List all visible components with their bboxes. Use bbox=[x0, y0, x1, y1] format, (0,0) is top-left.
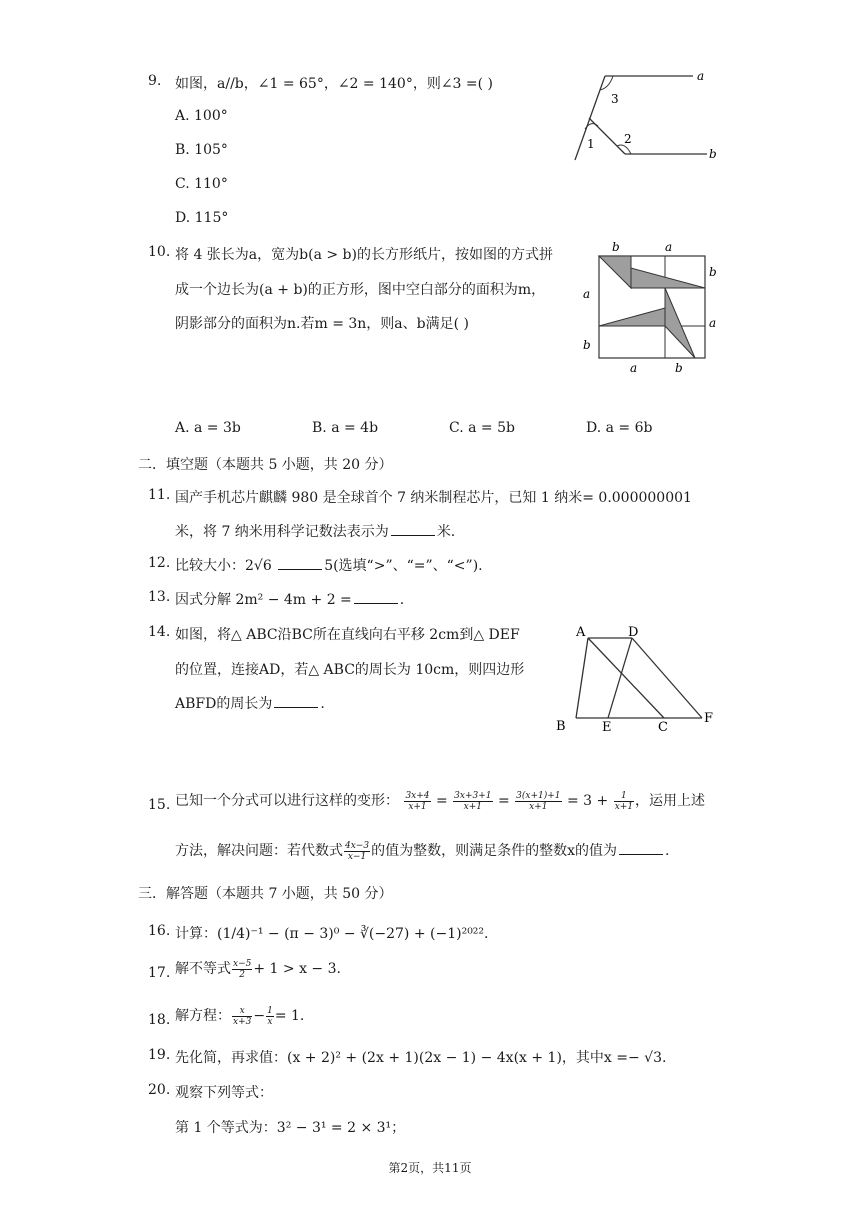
q9-stem: 如图，a//b，∠1 = 65°，∠2 = 140°，则∠3 =( ) bbox=[175, 76, 494, 92]
q14-line3 bbox=[175, 693, 325, 713]
q14-line1: 如图，将△ ABC沿BC所在直线向右平移 2cm到△ DEF bbox=[175, 627, 520, 643]
q13-text-a: 因式分解 2m² − 4m + 2 = bbox=[175, 592, 352, 608]
q17-text-a: 解不等式 bbox=[175, 961, 231, 977]
q15-fraction-1: $\frac{3x+4}{x+1}$ bbox=[405, 790, 430, 812]
q13-number: 13. bbox=[148, 589, 171, 605]
q10-line1: 将 4 张长为a，宽为b(a > b)的长方形纸片，按如图的方式拼 bbox=[175, 247, 553, 263]
q15-line1-text: 已知一个分式可以进行这样的变形： bbox=[175, 793, 399, 809]
q12-blank bbox=[278, 557, 322, 570]
q10-line2: 成一个边长为(a + b)的正方形，图中空白部分的面积为m， bbox=[175, 282, 546, 298]
q10-option-c: C. a = 5b bbox=[449, 420, 515, 436]
q15-line1: 已知一个分式可以进行这样的变形： $\frac{3x+4}{x+1}$ = $\frac{3x+3+1}{x+1}$ = $\frac{3(x+1)+1}{x+1}$ = 3 + $\frac{1}{x+1}$ ，运用上述 bbox=[175, 790, 706, 812]
q10-label-right-b: b bbox=[709, 265, 717, 279]
q14-label-a: A bbox=[576, 625, 586, 640]
q11-blank bbox=[391, 523, 435, 536]
q9-label-1: 1 bbox=[587, 137, 595, 151]
q9-label-a: a bbox=[697, 69, 705, 83]
q11-line2-text: 米，将 7 纳米用科学记数法表示为 bbox=[175, 524, 389, 540]
q9-label-2: 2 bbox=[624, 132, 632, 146]
q14-label-d: D bbox=[628, 625, 639, 640]
q11-line2 bbox=[175, 521, 455, 541]
q15-line2-end: . bbox=[664, 843, 670, 859]
q19-text: 先化简，再求值：(x + 2)² + (2x + 1)(2x − 1) − 4x(x + 1)，其中x =− √3. bbox=[175, 1050, 667, 1066]
q10-number: 10. bbox=[148, 244, 171, 260]
q20-line2: 第 1 个等式为：3² − 3¹ = 2 × 3¹； bbox=[175, 1120, 406, 1136]
q12-text-a: 比较大小：2√6 bbox=[175, 558, 277, 574]
section-2-heading: 二．填空题（本题共 5 小题，共 20 分） bbox=[138, 457, 393, 473]
q14-line3-end: . bbox=[320, 696, 325, 712]
q17-text-b: + 1 > x − 3. bbox=[253, 961, 341, 977]
q18-fraction-1: $\frac{x}{x+3}$ bbox=[233, 1005, 252, 1027]
q9-figure bbox=[565, 62, 725, 170]
q10-option-b: B. a = 4b bbox=[312, 420, 379, 436]
q11-line1: 国产手机芯片麒麟 980 是全球首个 7 纳米制程芯片，已知 1 纳米= 0.000000001 bbox=[175, 490, 692, 506]
q18-text-a: 解方程： bbox=[175, 1008, 231, 1024]
q13-text bbox=[175, 589, 404, 609]
q16-number: 16. bbox=[148, 923, 171, 939]
q12-text bbox=[175, 555, 483, 575]
q18-text-b: = 1. bbox=[274, 1008, 305, 1024]
q15-line2-text-b: 的值为整数，则满足条件的整数x的值为 bbox=[371, 843, 617, 859]
q16-text: 计算：(1/4)⁻¹ − (π − 3)⁰ − ∛(−27) + (−1)²⁰²². bbox=[175, 926, 489, 942]
q14-label-b: B bbox=[556, 719, 566, 734]
q10-label-top-a: a bbox=[665, 240, 673, 254]
q19-number: 19. bbox=[148, 1047, 171, 1063]
q15-line2 bbox=[175, 840, 669, 862]
q17-number: 17. bbox=[148, 965, 171, 981]
q12-number: 12. bbox=[148, 555, 171, 571]
page-footer: 第2页，共11页 bbox=[388, 1161, 472, 1175]
q9-option-b: B. 105° bbox=[175, 142, 228, 158]
q14-number: 14. bbox=[148, 624, 171, 640]
q10-line3: 阴影部分的面积为n.若m = 3n，则a、b满足( ) bbox=[175, 316, 469, 332]
q18-fraction-2: $\frac{1}{x}$ bbox=[267, 1005, 273, 1027]
q18-minus: − bbox=[253, 1008, 266, 1024]
q15-fraction-5: $\frac{4x-3}{x-1}$ bbox=[345, 840, 370, 862]
q10-label-right-a: a bbox=[709, 316, 717, 330]
q14-line3-text: ABFD的周长为 bbox=[175, 696, 273, 712]
section-3-heading: 三．解答题（本题共 7 小题，共 50 分） bbox=[138, 886, 393, 902]
q10-option-d: D. a = 6b bbox=[586, 420, 653, 436]
q20-line1: 观察下列等式： bbox=[175, 1085, 273, 1101]
q14-line2: 的位置，连接AD，若△ ABC的周长为 10cm，则四边形 bbox=[175, 662, 525, 678]
q14-label-f: F bbox=[704, 711, 714, 726]
q15-fraction-3: $\frac{3(x+1)+1}{x+1}$ bbox=[516, 790, 561, 812]
q9-option-c: C. 110° bbox=[175, 176, 228, 192]
q15-fraction-2: $\frac{3x+3+1}{x+1}$ bbox=[454, 790, 492, 812]
q15-line1-end: ，运用上述 bbox=[635, 793, 706, 809]
q17-fraction: $\frac{x-5}{2}$ bbox=[233, 958, 252, 980]
q10-figure bbox=[575, 238, 720, 380]
q14-figure bbox=[548, 620, 728, 738]
q9-label-3: 3 bbox=[611, 92, 619, 106]
q10-option-a: A. a = 3b bbox=[175, 420, 241, 436]
q14-label-e: E bbox=[602, 720, 612, 735]
q9-label-b: b bbox=[709, 147, 717, 161]
q13-blank bbox=[354, 591, 398, 604]
q10-label-bottom-a: a bbox=[630, 361, 638, 375]
q14-blank bbox=[274, 695, 318, 708]
q18-number: 18. bbox=[148, 1012, 171, 1028]
q15-fraction-4: $\frac{1}{x+1}$ bbox=[614, 790, 634, 812]
q10-label-bottom-b: b bbox=[675, 361, 683, 375]
q9-option-d: D. 115° bbox=[175, 210, 229, 226]
q10-label-left-a: a bbox=[583, 287, 591, 301]
q13-text-b: . bbox=[399, 592, 405, 608]
q10-label-top-b: b bbox=[612, 240, 620, 254]
q12-text-b: 5(选填“>”、“=”、“<”). bbox=[324, 558, 483, 574]
q17-text bbox=[175, 958, 341, 980]
q15-mid: = 3 + bbox=[566, 793, 609, 809]
q9-number: 9. bbox=[148, 73, 162, 89]
q11-number: 11. bbox=[148, 487, 171, 503]
q15-line2-text-a: 方法，解决问题：若代数式 bbox=[175, 843, 343, 859]
q10-label-left-b: b bbox=[583, 338, 591, 352]
q11-line2-unit: 米. bbox=[436, 524, 456, 540]
q15-blank bbox=[619, 842, 663, 855]
q14-label-c: C bbox=[658, 720, 668, 735]
q9-option-a: A. 100° bbox=[175, 108, 228, 124]
q15-number: 15. bbox=[148, 797, 171, 813]
q20-number: 20. bbox=[148, 1082, 171, 1098]
q18-text bbox=[175, 1005, 304, 1027]
